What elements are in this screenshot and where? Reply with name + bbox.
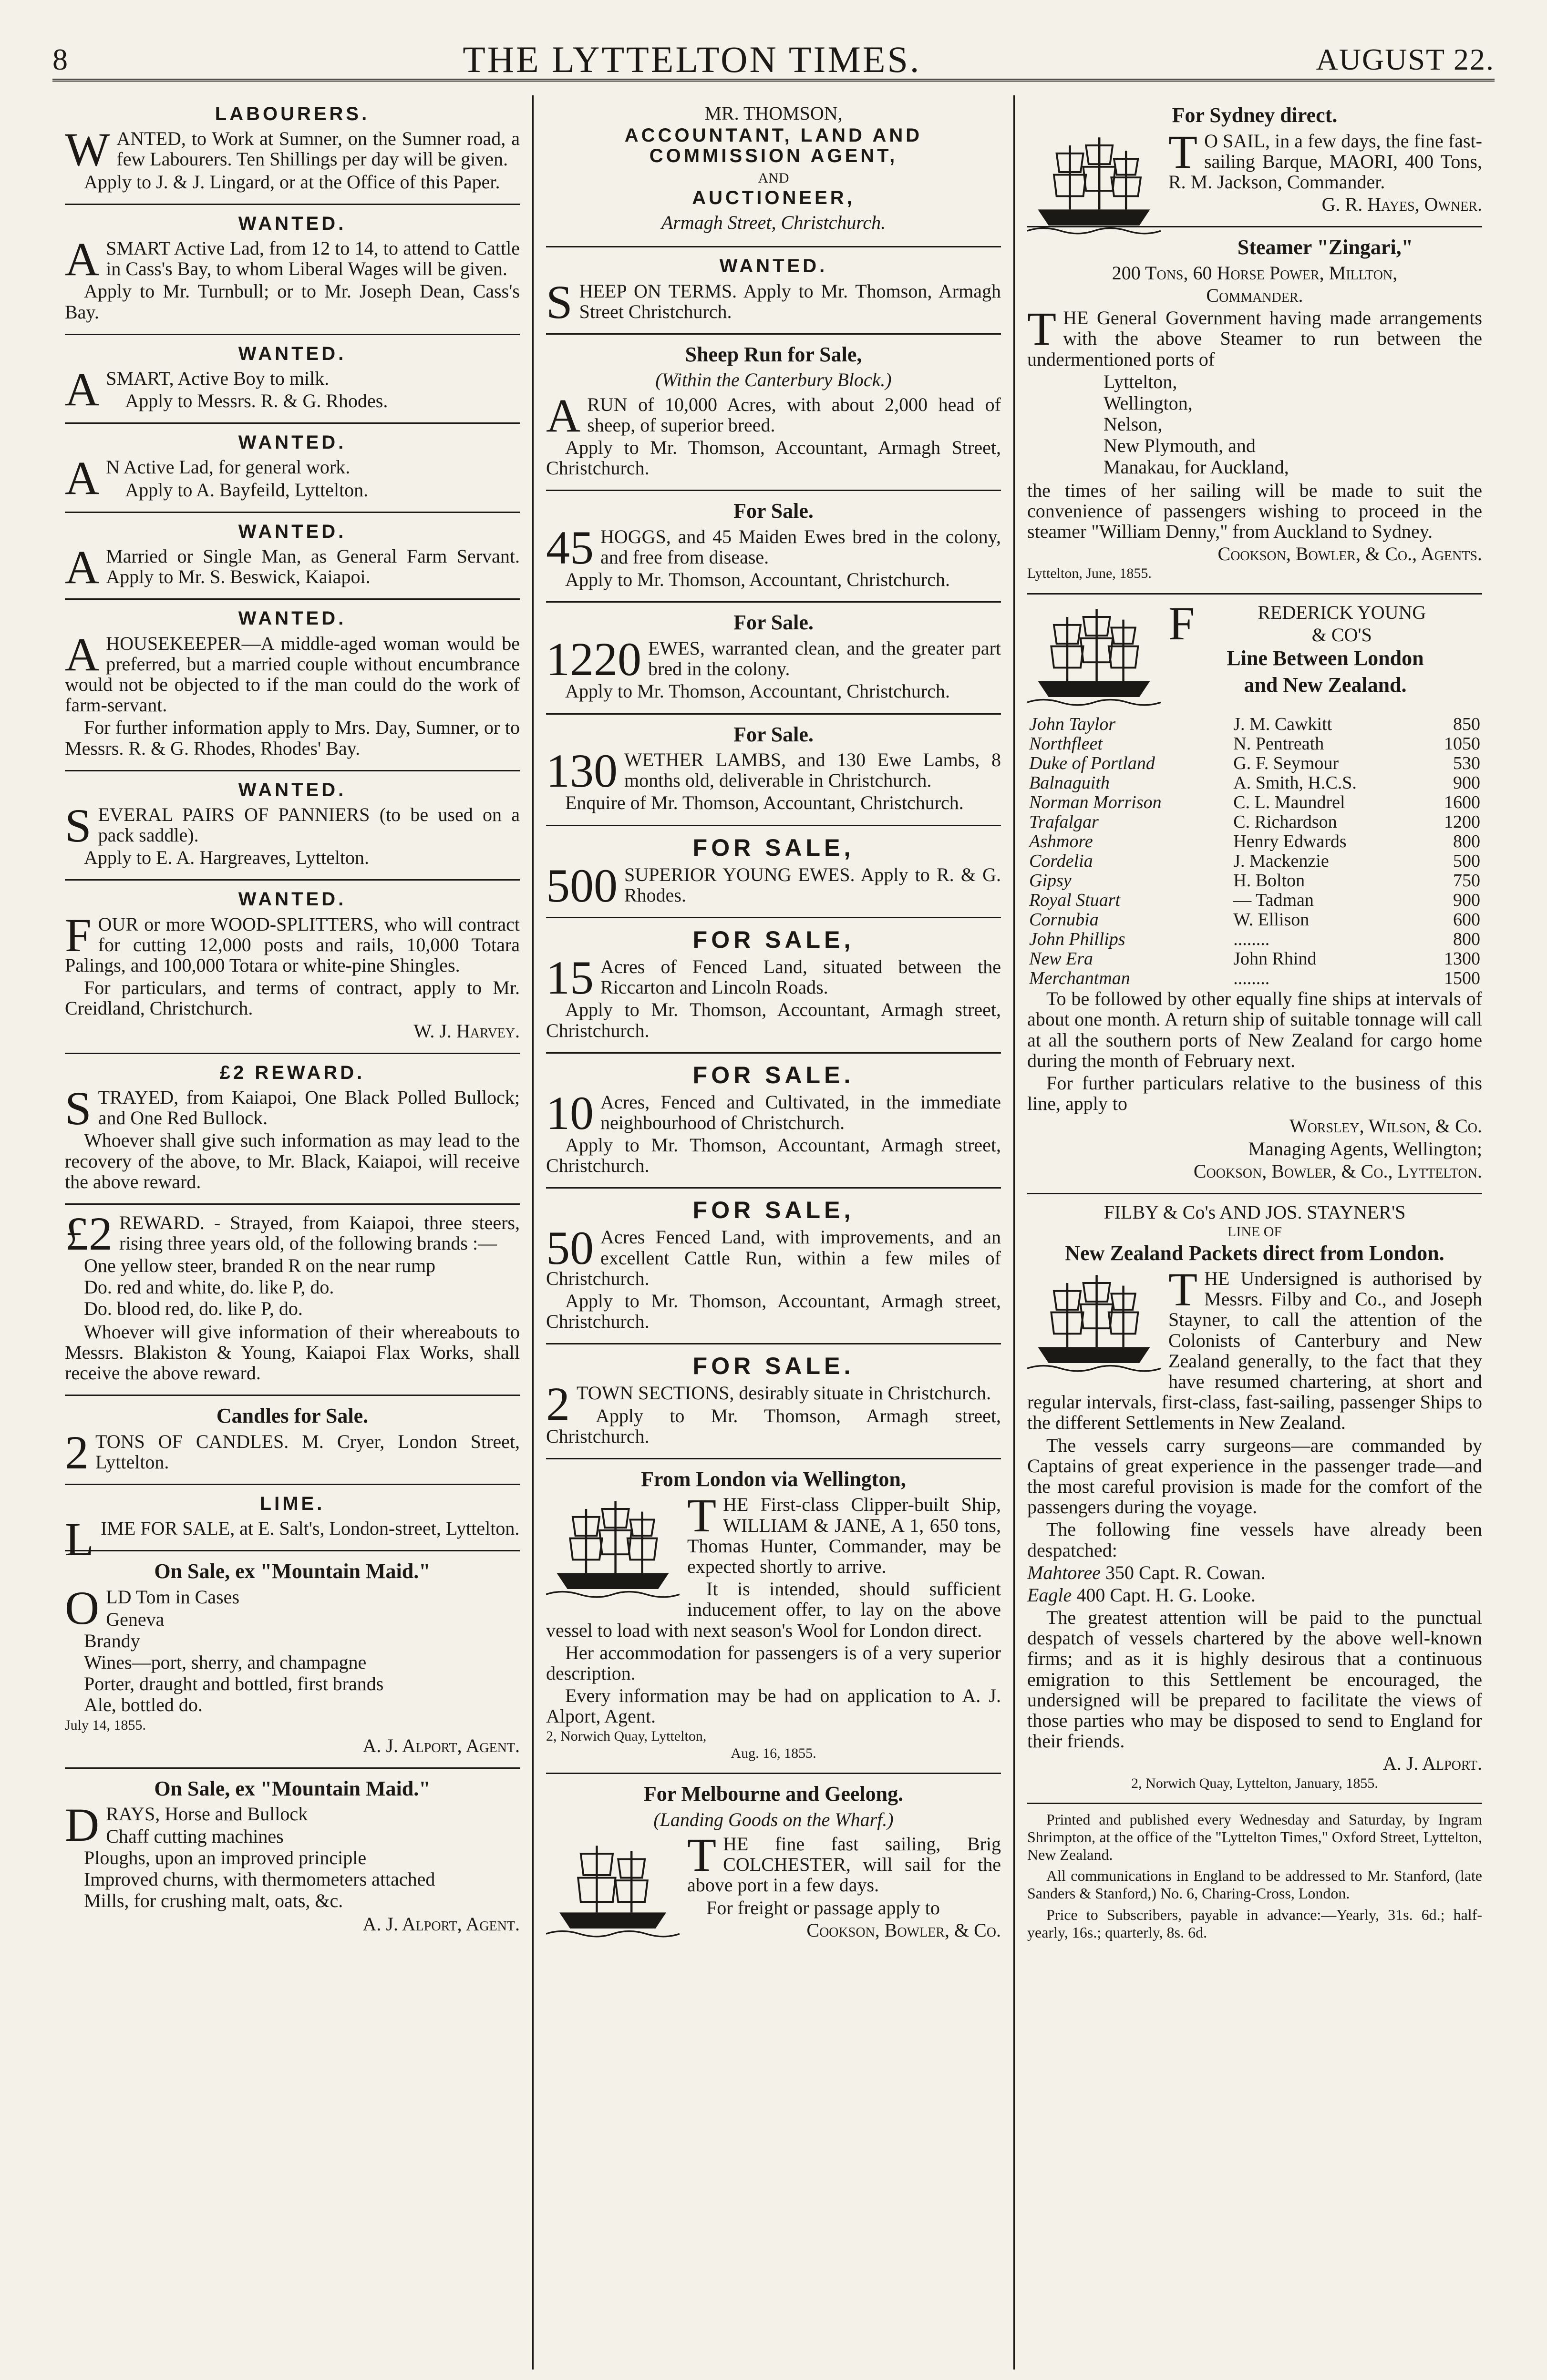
ship-name: Royal Stuart [1029, 890, 1121, 911]
ad-land-15-acres [546, 918, 1001, 1054]
ad-signature: A. J. Alport, Agent. [362, 1913, 520, 1935]
newspaper-title: THE LYTTELTON TIMES. [463, 39, 921, 80]
initial-number: 1220 [546, 632, 641, 686]
initial-number: 15 [546, 951, 594, 1004]
ad-heading: FOR SALE. [692, 1061, 855, 1088]
ad-body: SMART Active Lad, from 12 to 14, to attend to Cattle in Cass's Bay, to whom Liberal Wages will be given. [106, 237, 520, 280]
ad-frederick-young-line [1027, 595, 1482, 1194]
ad-date: Lyttelton, June, 1855. [1027, 565, 1152, 582]
ad-sheep-on-terms [546, 247, 1001, 335]
list-item: New Plymouth, and [1104, 435, 1256, 457]
table-row [1027, 910, 1482, 930]
ship-name: Gipsy [1029, 871, 1072, 891]
ad-heading: For Sale. [733, 499, 814, 523]
ad-heading: WANTED. [238, 608, 347, 629]
ad-body: HE First-class Clipper-built Ship, WILLIAM & JANE, A 1, 650 tons, Thomas Hunter, Commander, may be expected shortly to arrive. [687, 1494, 1001, 1578]
ad-body: EVERAL PAIRS OF PANNIERS (to be used on a pack saddle). [98, 803, 520, 846]
initial-letter: A [65, 362, 100, 416]
initial-letter: O [65, 1581, 100, 1634]
ad-apply: Apply to Messrs. R. & G. Rhodes. [125, 390, 388, 412]
ad-heading: LABOURERS. [215, 103, 370, 124]
ad-text: For further particulars relative to the business of this line, apply to [1027, 1072, 1482, 1115]
printer-imprint [1027, 1804, 1482, 1941]
table-row [1027, 812, 1482, 832]
table-row [1027, 754, 1482, 773]
table-row [1027, 851, 1482, 871]
ad-mountain-maid-spirits [65, 1551, 520, 1768]
ad-body: RUN of 10,000 Acres, with about 2,000 head of sheep, of superior breed. [587, 393, 1001, 436]
ad-apply: Whoever will give information of their whereabouts to Messrs. Blakiston & Young, Kaiapoi Flax Works, shall receive the above reward. [65, 1321, 520, 1384]
ad-heading: New Zealand Packets direct from London. [1065, 1241, 1444, 1265]
initial-letter: S [65, 1081, 92, 1135]
ad-heading: From London via Wellington, [641, 1467, 906, 1491]
ad-body: SUPERIOR YOUNG EWES. Apply to R. & G. Rhodes. [624, 863, 1001, 906]
ad-text: Every information may be had on application to A. J. Alport, Agent. [546, 1685, 1001, 1727]
ad-signature: G. R. Hayes, Owner. [1321, 194, 1482, 215]
ship-master: ........ [1233, 968, 1270, 989]
initial-number: 45 [546, 521, 594, 574]
ship-tonnage: 1600 [1444, 792, 1480, 812]
ad-body: REWARD. - Strayed, from Kaiapoi, three steers, rising three years old, of the following brands :— [119, 1211, 520, 1254]
ad-heading: Sheep Run for Sale, [685, 342, 862, 366]
list-item: LD Tom in Cases [106, 1586, 240, 1608]
ship-tonnage: 850 [1453, 714, 1480, 734]
ad-subheading: (Landing Goods on the Wharf.) [653, 1808, 894, 1830]
imprint-text: All communications in England to be addressed to Mr. Stanford, (late Sanders & Stanford,) No. 6, Charing-Cross, London. [1027, 1867, 1482, 1902]
ad-heading: WANTED. [238, 213, 347, 234]
ad-apply: Whoever shall give such information as may lead to the recovery of the above, to Mr. Black, Kaiapoi, will receive the above reward. [65, 1129, 520, 1192]
initial-number: 500 [546, 859, 618, 912]
ship-tonnage: 500 [1453, 851, 1480, 872]
initial-letter: A [65, 541, 100, 594]
ad-body: SMART, Active Boy to milk. [106, 367, 330, 389]
ad-heading: £2 REWARD. [219, 1062, 365, 1083]
list-item: Porter, draught and bottled, first brands [84, 1672, 384, 1694]
table-row [1027, 715, 1482, 734]
ad-body: HE Undersigned is authorised by Messrs. Filby and Co., and Joseph Stayner, to call the attention of the Colonists of Canterbury and New Zealand generally, to the fact that they have resumed chartering, at short and regular intervals, first-class, fast-sailing, passenger Ships to the different Settlements in New Zealand. [1027, 1268, 1482, 1434]
ad-apply: Apply to E. A. Hargreaves, Lyttelton. [84, 847, 370, 869]
ship-name: Northfleet [1029, 733, 1103, 754]
ad-heading: FOR SALE, [692, 1197, 855, 1224]
ship-master: C. Richardson [1233, 812, 1337, 832]
list-item: Wellington, [1104, 392, 1193, 414]
table-row [1027, 871, 1482, 891]
ad-young-ewes [546, 826, 1001, 918]
list-item: Wines—port, sherry, and champagne [84, 1651, 367, 1673]
ad-body: Acres Fenced Land, with improvements, and an excellent Cattle Run, within a few miles of Christchurch. [546, 1226, 1001, 1289]
agent-name: MR. THOMSON, [704, 103, 843, 124]
ad-signature: Managing Agents, Wellington; [1248, 1138, 1482, 1159]
ad-text: For freight or passage apply to [706, 1897, 940, 1918]
ad-signature: A. J. Alport. [1382, 1753, 1482, 1775]
goods-list [84, 1826, 520, 1911]
ad-body: TOWN SECTIONS, desirably situate in Christchurch. [577, 1382, 991, 1404]
ad-body: O SAIL, in a few days, the fine fast-sailing Barque, MAORI, 400 Tons, R. M. Jackson, Commander. [1168, 130, 1482, 193]
ad-william-and-jane [546, 1459, 1001, 1774]
ad-heading: FOR SALE, [692, 926, 855, 953]
ad-wanted-lad [65, 205, 520, 335]
ad-text: Her accommodation for passengers is of a very superior description. [546, 1641, 1001, 1684]
ad-heading: FOR SALE. [692, 1353, 855, 1380]
table-row [1027, 969, 1482, 988]
list-item: Mahtoree 350 Capt. R. Cowan. [1027, 1561, 1266, 1583]
initial-letter: F [1168, 596, 1195, 650]
ad-heading: WANTED. [238, 779, 347, 800]
ship-tonnage: 800 [1453, 929, 1480, 950]
initial-letter: S [546, 275, 573, 328]
ad-melbourne-geelong [546, 1774, 1001, 1952]
page-number: 8 [52, 42, 68, 76]
ad-steamer-zingari [1027, 227, 1482, 595]
ship-name: Balnaguith [1029, 772, 1110, 793]
ad-date: July 14, 1855. [65, 1717, 146, 1734]
ship-tonnage: 1050 [1444, 733, 1480, 754]
ship-master: — Tadman [1233, 890, 1314, 911]
ship-table [1027, 715, 1482, 988]
initial-number: 50 [546, 1221, 594, 1275]
initial-number: 130 [546, 744, 618, 798]
table-row [1027, 773, 1482, 793]
ship-master: C. L. Maundrel [1233, 792, 1345, 812]
masthead [52, 41, 1495, 82]
ad-heading: FOR SALE, [692, 834, 855, 861]
ad-apply: For particulars, and terms of contract, apply to Mr. Creidland, Christchurch. [65, 977, 520, 1019]
ad-wanted-housekeeper [65, 600, 520, 771]
initial-letter: £2 [65, 1207, 113, 1260]
sailing-ship-icon [546, 1494, 680, 1604]
list-item: Ploughs, upon an improved principle [84, 1847, 367, 1869]
initial-letter: L [65, 1513, 94, 1566]
line-title-4: and New Zealand. [1244, 673, 1407, 697]
ad-apply: Apply to Mr. Thomson, Accountant, Armagh street, Christchurch. [546, 1290, 1001, 1333]
ad-signature: A. J. Alport, Agent. [362, 1734, 520, 1756]
ad-heading: WANTED. [719, 256, 828, 277]
initial-letter: T [1168, 125, 1198, 178]
ad-text: The vessels carry surgeons—are commanded by Captains of great experience in the passenger trade—and the most careful provision is made for the comfort of the passengers during the voyage. [1027, 1434, 1482, 1518]
columns [52, 95, 1495, 2370]
ship-name: John Phillips [1029, 929, 1125, 950]
ad-apply: Apply to Mr. Thomson, Accountant, Armagh street, Christchurch. [546, 1134, 1001, 1177]
list-item: Do. blood red, do. like P, do. [84, 1297, 303, 1319]
ad-body: HOUSEKEEPER—A middle-aged woman would be preferred, but a married couple without encumbrance would not be objected to if the man could do the work of farm-servant. [65, 632, 520, 716]
ad-body: OUR or more WOOD-SPLITTERS, who will contract for cutting 12,000 posts and rails, 10,000 Totara Palings, and 100,000 Totara or white-pine Shingles. [65, 913, 520, 976]
list-item: Geneva [106, 1609, 165, 1631]
agent-address: Armagh Street, Christchurch. [661, 212, 886, 234]
imprint-text: Printed and published every Wednesday and Saturday, by Ingram Shrimpton, at the office of the "Lyttelton Times," Oxford Street, Lyttelton, New Zealand. [1027, 1810, 1482, 1863]
table-row [1027, 832, 1482, 851]
ad-signature: Worsley, Wilson, & Co. [1289, 1115, 1482, 1137]
ad-sheep-run [546, 335, 1001, 491]
ship-name: Ashmore [1029, 831, 1093, 852]
steamer-commander: Commander. [1206, 284, 1303, 306]
initial-letter: A [65, 232, 100, 286]
ad-apply: Apply to Mr. Thomson, Accountant, Christchurch. [565, 569, 950, 591]
ad-body: TRAYED, from Kaiapoi, One Black Polled Bullock; and One Red Bullock. [98, 1086, 520, 1129]
ship-master: Henry Edwards [1233, 831, 1347, 852]
agent-auctioneer: AUCTIONEER, [692, 187, 855, 208]
table-row [1027, 949, 1482, 969]
ad-heading: On Sale, ex "Mountain Maid." [154, 1559, 431, 1583]
ship-master: H. Bolton [1233, 871, 1305, 891]
list-item: RAYS, Horse and Bullock [106, 1803, 308, 1825]
ad-reward-bullock [65, 1054, 520, 1205]
ship-tonnage: 900 [1453, 890, 1480, 911]
sailing-ship-icon [546, 1834, 680, 1943]
ad-signature: Cookson, Bowler, & Co. [806, 1919, 1001, 1941]
list-item: Nelson, [1104, 413, 1163, 435]
ad-apply: Apply to Mr. Thomson, Armagh street, Christchurch. [546, 1405, 1001, 1447]
column-3 [1015, 95, 1495, 2370]
table-row [1027, 891, 1482, 910]
ship-tonnage: 900 [1453, 772, 1480, 793]
ad-heading: WANTED. [238, 521, 347, 542]
ad-land-10-acres [546, 1054, 1001, 1189]
line-title: REDERICK YOUNG [1258, 601, 1426, 623]
ad-wanted-boy [65, 335, 520, 424]
ad-text: To be followed by other equally fine ships at intervals of about one month. A return ship of suitable tonnage will call at all the southern ports of New Zealand for cargo home during the month of February next. [1027, 988, 1482, 1071]
ship-master: John Rhind [1233, 949, 1317, 969]
ad-wanted-active-lad [65, 424, 520, 513]
ad-body: N Active Lad, for general work. [106, 456, 351, 478]
ad-apply: For further information apply to Mrs. Day, Sumner, or to Messrs. R. & G. Rhodes, Rhodes' Bay. [65, 717, 520, 759]
ad-apply: Apply to Mr. Thomson, Accountant, Armagh street, Christchurch. [546, 999, 1001, 1041]
ad-heading: WANTED. [238, 343, 347, 364]
initial-letter: A [546, 389, 581, 442]
ad-apply: Apply to J. & J. Lingard, or at the Office of this Paper. [84, 171, 500, 193]
list-item: Mills, for crushing malt, oats, &c. [84, 1889, 343, 1911]
initial-letter: T [1027, 302, 1057, 356]
table-row [1027, 793, 1482, 812]
ad-body: HE fine fast sailing, Brig COLCHESTER, will sail for the above port in a few days. [687, 1833, 1001, 1896]
ad-body: ANTED, to Work at Sumner, on the Sumner road, a few Labourers. Ten Shillings per day will be given. [116, 128, 520, 170]
initial-letter: F [65, 908, 92, 962]
ship-name: Cornubia [1029, 910, 1099, 930]
ad-ewes [546, 603, 1001, 714]
ad-apply: Apply to Mr. Turnbull; or to Mr. Joseph Dean, Cass's Bay. [65, 280, 520, 323]
ad-text: The following fine vessels have already been despatched: [1027, 1518, 1482, 1561]
ad-subheading: (Within the Canterbury Block.) [655, 369, 892, 391]
line-title: FILBY & Co's AND JOS. STAYNER'S [1104, 1201, 1406, 1223]
ad-heading: Steamer "Zingari," [1237, 236, 1413, 259]
line-of: LINE OF [1227, 1224, 1282, 1240]
ad-body: HEEP ON TERMS. Apply to Mr. Thomson, Armagh Street Christchurch. [579, 280, 1001, 322]
imprint-text: Price to Subscribers, payable in advance:—Yearly, 31s. 6d.; half-yearly, 16s.; quarterly, 8s. 6d. [1027, 1906, 1482, 1941]
ship-tonnage: 530 [1453, 753, 1480, 773]
ship-name: Duke of Portland [1029, 753, 1155, 773]
ship-master: N. Pentreath [1233, 733, 1324, 754]
ad-apply: Apply to A. Bayfeild, Lyttelton. [125, 479, 369, 501]
ship-name: John Taylor [1029, 714, 1116, 734]
ad-address: 2, Norwich Quay, Lyttelton, January, 1855. [1131, 1775, 1378, 1791]
ad-body: Acres of Fenced Land, situated between the Riccarton and Lincoln Roads. [600, 955, 1001, 998]
ad-apply: Enquire of Mr. Thomson, Accountant, Christchurch. [565, 792, 964, 814]
ad-body: Acres, Fenced and Cultivated, in the immediate neighbourhood of Christchurch. [600, 1091, 1001, 1133]
list-item: Ale, bottled do. [84, 1694, 203, 1716]
ad-labourers [65, 95, 520, 205]
ship-name: Norman Morrison [1029, 792, 1162, 812]
ad-heading: For Sale. [733, 611, 814, 635]
initial-number: 10 [546, 1086, 594, 1139]
steamer-details: 200 Tons, 60 Horse Power, Millton, [1112, 262, 1398, 284]
goods-list [84, 1609, 520, 1716]
ad-filby-stayner [1027, 1194, 1482, 1804]
port-list [1104, 371, 1482, 478]
ship-tonnage: 600 [1453, 910, 1480, 930]
brand-list [84, 1255, 520, 1319]
ad-lime [65, 1485, 520, 1566]
list-item: Lyttelton, [1104, 370, 1177, 392]
list-item: One yellow steer, branded R on the near rump [84, 1255, 436, 1277]
sailing-ship-icon [1027, 1268, 1161, 1378]
table-row [1027, 930, 1482, 949]
ad-town-sections [546, 1344, 1001, 1459]
vessel-list [1027, 1562, 1482, 1605]
ship-master: J. M. Cawkitt [1233, 714, 1332, 734]
column-1 [52, 95, 534, 2370]
ship-name: Cordelia [1029, 851, 1093, 872]
issue-date: AUGUST 22. [1316, 42, 1495, 76]
ad-body: IME FOR SALE, at E. Salt's, London-street, Lyttelton. [101, 1518, 520, 1539]
ship-master: ........ [1233, 929, 1270, 950]
ad-heading: WANTED. [238, 432, 347, 453]
list-item: Manakau, for Auckland, [1104, 456, 1289, 478]
ad-body: WETHER LAMBS, and 130 Ewe Lambs, 8 months old, deliverable in Christchurch. [624, 749, 1001, 791]
ad-heading: On Sale, ex "Mountain Maid." [154, 1776, 431, 1800]
ad-wanted-farm-servant [65, 513, 520, 600]
initial-letter: T [687, 1489, 717, 1542]
initial-letter: 2 [65, 1426, 89, 1479]
ad-heading: Candles for Sale. [216, 1404, 369, 1428]
ad-text: It is intended, should sufficient inducement offer, to lay on the above vessel to load with next season's Wool for London direct. [546, 1578, 1001, 1641]
ad-body: EWES, warranted clean, and the greater part bred in the colony. [648, 637, 1001, 680]
ad-signature: W. J. Harvey. [413, 1020, 520, 1042]
agent-and: AND [758, 170, 789, 186]
ad-reward-steers [65, 1205, 520, 1396]
ad-body: Married or Single Man, as General Farm Servant. Apply to Mr. S. Beswick, Kaiapoi. [106, 545, 520, 588]
initial-letter: T [687, 1828, 717, 1882]
list-item: Chaff cutting machines [106, 1826, 284, 1847]
ad-signature: Cookson, Bowler, & Co., Agents. [1217, 543, 1482, 565]
initial-letter: T [1168, 1263, 1198, 1316]
ad-heading: LIME. [259, 1493, 325, 1515]
ship-tonnage: 1300 [1444, 949, 1480, 969]
initial-letter: S [65, 799, 92, 852]
ship-name: Merchantman [1029, 968, 1130, 989]
initial-letter: D [65, 1798, 100, 1852]
initial-letter: W [65, 123, 110, 176]
ad-heading: For Sydney direct. [1172, 103, 1338, 127]
ship-master: G. F. Seymour [1233, 753, 1339, 773]
ship-master: W. Ellison [1233, 910, 1310, 930]
list-item: Brandy [84, 1630, 140, 1652]
ad-wether-lambs [546, 715, 1001, 826]
ship-master: J. Mackenzie [1233, 851, 1329, 872]
ship-tonnage: 1200 [1444, 812, 1480, 832]
ad-apply: Apply to Mr. Thomson, Accountant, Armagh Street, Christchurch. [546, 436, 1001, 479]
column-2 [534, 95, 1015, 2370]
initial-letter: A [65, 451, 100, 505]
list-item: Do. red and white, do. like P, do. [84, 1276, 334, 1298]
ad-wood-splitters [65, 881, 520, 1054]
line-title-2: & CO'S [1311, 624, 1372, 646]
agent-role: ACCOUNTANT, LAND AND COMMISSION AGENT, [624, 125, 923, 167]
ad-sydney-direct [1027, 95, 1482, 227]
list-item: Eagle 400 Capt. H. G. Looke. [1027, 1584, 1256, 1606]
ship-name: Trafalgar [1029, 812, 1099, 832]
ship-master: A. Smith, H.C.S. [1233, 772, 1357, 793]
line-title-3: Line Between London [1227, 646, 1424, 670]
ad-address: 2, Norwich Quay, Lyttelton, [546, 1728, 707, 1744]
ad-thomson-card [546, 95, 1001, 247]
ad-apply: Apply to Mr. Thomson, Accountant, Christchurch. [565, 680, 950, 702]
list-item: Improved churns, with thermometers attached [84, 1868, 435, 1890]
ship-tonnage: 1500 [1444, 968, 1480, 989]
table-row [1027, 734, 1482, 754]
ad-land-50-acres [546, 1189, 1001, 1344]
ad-heading: For Sale. [733, 722, 814, 746]
ship-tonnage: 800 [1453, 831, 1480, 852]
initial-letter: A [65, 627, 100, 681]
ad-body: TONS OF CANDLES. M. Cryer, London Street, Lyttelton. [95, 1430, 520, 1473]
ad-body: HE General Government having made arrangements with the above Steamer to run between the undermentioned ports of [1027, 307, 1482, 370]
sailing-ship-icon [1027, 602, 1161, 712]
ship-tonnage: 750 [1453, 871, 1480, 891]
ad-signature: Cookson, Bowler, & Co., Lyttelton. [1193, 1160, 1482, 1182]
ad-wanted-panniers [65, 771, 520, 881]
ad-date: Aug. 16, 1855. [731, 1745, 816, 1761]
ad-candles [65, 1396, 520, 1485]
ship-name: New Era [1029, 949, 1093, 969]
sailing-ship-icon [1027, 131, 1161, 240]
ad-heading: WANTED. [238, 889, 347, 910]
ad-hoggs [546, 491, 1001, 603]
ad-body: HOGGS, and 45 Maiden Ewes bred in the colony, and free from disease. [600, 525, 1001, 568]
ad-heading: For Melbourne and Geelong. [643, 1782, 904, 1806]
ad-mountain-maid-drays [65, 1769, 520, 1946]
ad-text: The greatest attention will be paid to the punctual despatch of vessels chartered by the above well-known firms; and as it is highly desirous that a continuous emigration to this Settlement be encouraged, the undersigned will be prepared to facilitate the views of those parties who may be disposed to send to England for their friends. [1027, 1607, 1482, 1752]
ad-text: the times of her sailing will be made to suit the convenience of passengers wishing to proceed in the steamer "William Denny," from Auckland to Sydney. [1027, 479, 1482, 543]
initial-number: 2 [546, 1377, 570, 1431]
